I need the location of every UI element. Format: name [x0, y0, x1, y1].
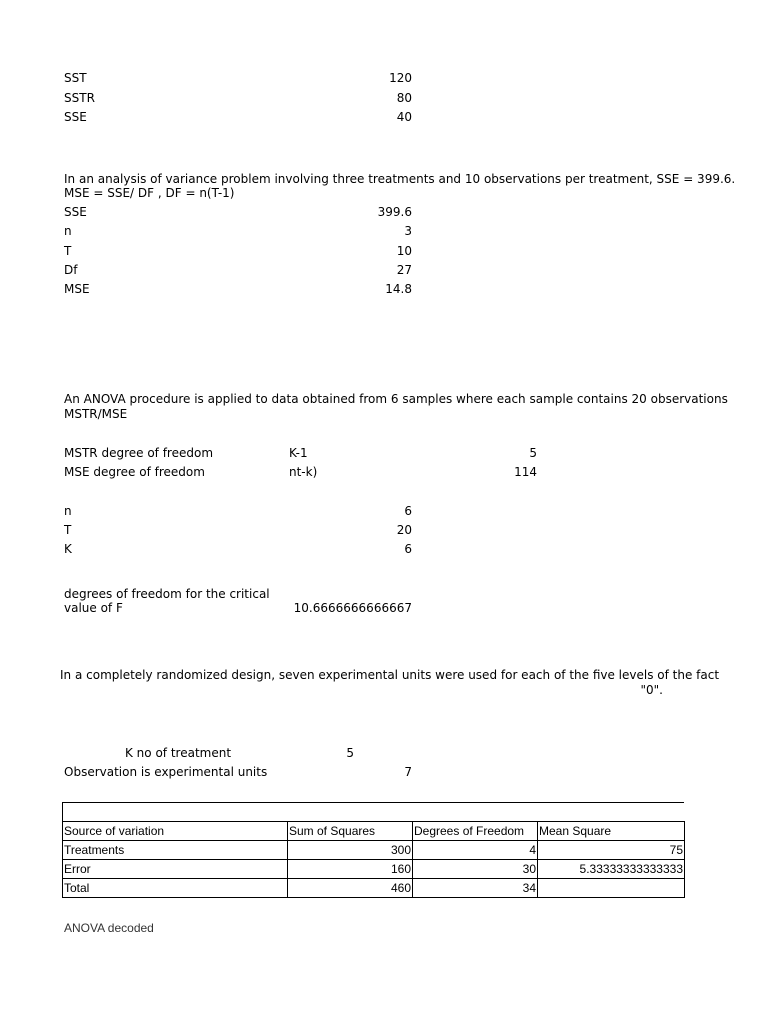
k3-label: K [64, 542, 72, 556]
t3-label: T [64, 523, 72, 537]
row-error-ss: 160 [288, 860, 413, 879]
k3-value: 6 [404, 542, 412, 556]
sse2-value: 399.6 [377, 205, 412, 219]
mstr-df-formula: K-1 [289, 446, 308, 460]
ratio-text: MSTR/MSE [64, 407, 128, 421]
k-treatment-value: 5 [346, 746, 354, 760]
mstr-df-value: 5 [529, 446, 537, 460]
table-header-row [63, 822, 685, 841]
table-row [63, 841, 685, 860]
k-treatment-label: K no of treatment [125, 746, 232, 760]
table-row [63, 879, 685, 898]
critical-label-line2: value of F [64, 601, 123, 615]
sse-value: 40 [396, 110, 412, 124]
t2-value: 10 [396, 244, 412, 258]
problem-3-text: An ANOVA procedure is applied to data obtained from 6 samples where each sample contains 20 observations [64, 392, 728, 406]
mse-df-formula: nt-k) [289, 465, 318, 479]
row-treatments-source: Treatments [63, 841, 288, 860]
table-left-rule [62, 802, 63, 821]
sst-value: 120 [389, 71, 412, 85]
sse2-label: SSE [64, 205, 87, 219]
problem-4-line2: "0". [640, 683, 663, 697]
df2-label: Df [64, 263, 78, 277]
anova-table [62, 821, 685, 898]
mstr-df-label: MSTR degree of freedom [64, 446, 214, 460]
header-df: Degrees of Freedom [413, 822, 538, 841]
row-error-ms: 5.33333333333333 [538, 860, 685, 879]
row-error-source: Error [63, 860, 288, 879]
row-total-ms [538, 879, 685, 898]
table-row [63, 860, 685, 879]
header-source: Source of variation [63, 822, 288, 841]
critical-label-line1: degrees of freedom for the critical [64, 587, 270, 601]
sst-label: SST [64, 71, 87, 85]
table-top-rule [62, 802, 684, 803]
sse-label: SSE [64, 110, 87, 124]
sstr-label: SSTR [64, 91, 95, 105]
header-sum-squares: Sum of Squares [288, 822, 413, 841]
mse2-value: 14.8 [385, 282, 412, 296]
sstr-value: 80 [396, 91, 412, 105]
mse-formula: MSE = SSE/ DF , DF = n(T-1) [64, 186, 235, 200]
row-treatments-df: 4 [413, 841, 538, 860]
n3-value: 6 [404, 504, 412, 518]
n3-label: n [64, 504, 72, 518]
mse-df-label: MSE degree of freedom [64, 465, 205, 479]
mse2-label: MSE [64, 282, 90, 296]
problem-2-text: In an analysis of variance problem involving three treatments and 10 observations per treatment, SSE = 399.6. [64, 172, 736, 186]
df2-value: 27 [396, 263, 412, 277]
row-total-ss: 460 [288, 879, 413, 898]
n2-label: n [64, 224, 72, 238]
row-treatments-ms: 75 [538, 841, 685, 860]
row-total-df: 34 [413, 879, 538, 898]
problem-4-line1: In a completely randomized design, seven experimental units were used for each of the five levels of the fact [60, 668, 720, 682]
t3-value: 20 [396, 523, 412, 537]
anova-caption: ANOVA decoded [64, 921, 154, 935]
header-mean-square: Mean Square [538, 822, 685, 841]
n2-value: 3 [404, 224, 412, 238]
critical-value: 10.6666666666667 [293, 601, 412, 615]
row-error-df: 30 [413, 860, 538, 879]
row-treatments-ss: 300 [288, 841, 413, 860]
mse-df-value: 114 [514, 465, 537, 479]
row-total-source: Total [63, 879, 288, 898]
obs-units-label: Observation is experimental units [64, 765, 268, 779]
obs-units-value: 7 [404, 765, 412, 779]
t2-label: T [64, 244, 72, 258]
